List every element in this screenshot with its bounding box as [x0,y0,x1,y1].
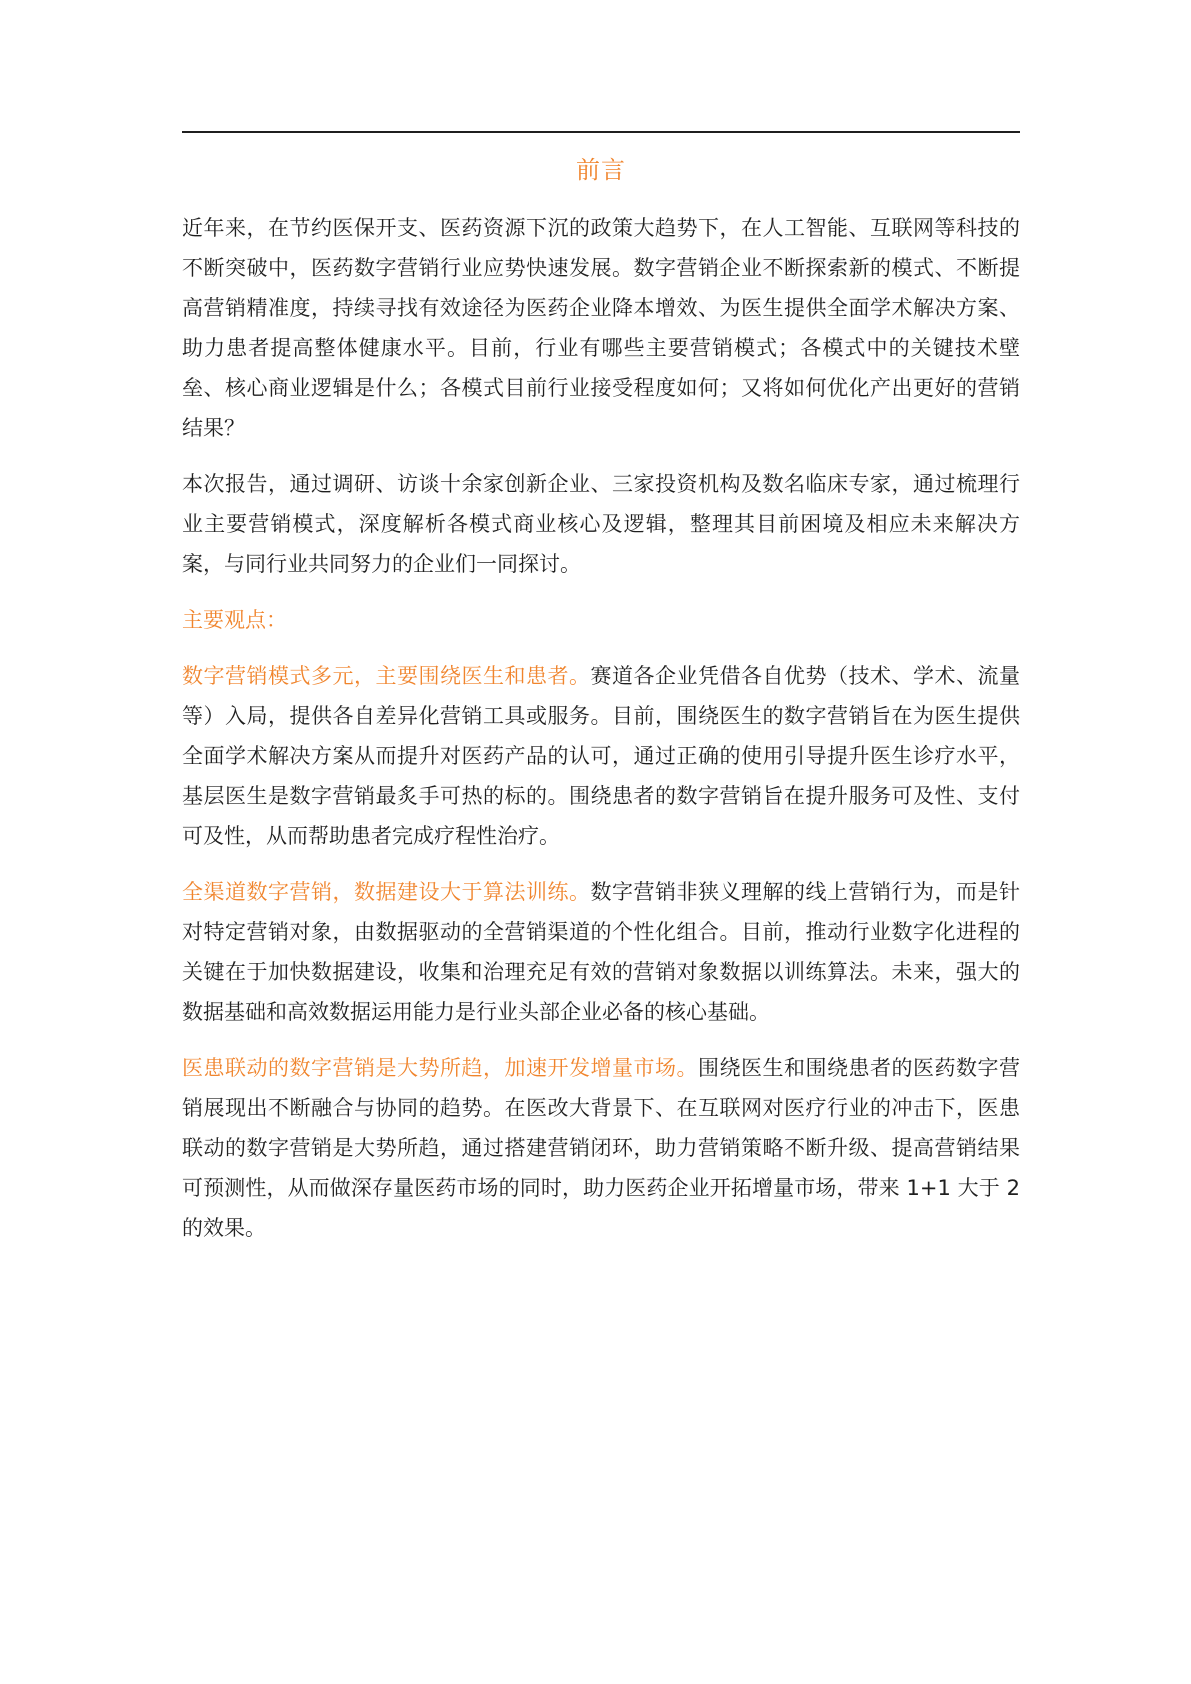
intro-paragraph: 本次报告，通过调研、访谈十余家创新企业、三家投资机构及数名临床专家，通过梳理行业主要营销模式，深度解析各模式商业核心及逻辑，整理其目前困境及相应未来解决方案，与同行业共同努力的企业们一同探讨。 [182,472,1020,576]
key-point [182,872,1020,1032]
page-title: 前言 [576,156,626,184]
key-point-lead: 全渠道数字营销，数据建设大于算法训练。 [182,880,591,904]
key-point-body: 围绕医生和围绕患者的医药数字营销展现出不断融合与协同的趋势。在医改大背景下、在互联网对医疗行业的冲击下，医患联动的数字营销是大势所趋，通过搭建营销闭环，助力营销策略不断升级、提高营销结果可预测性，从而做深存量医药市场的同时，助力医药企业开拓增量市场，带来 1+1 大于 2 的效果。 [182,1056,1020,1240]
points-heading: 主要观点： [182,608,287,632]
content-body [182,208,1020,1264]
intro-paragraph: 近年来，在节约医保开支、医药资源下沉的政策大趋势下，在人工智能、互联网等科技的不断突破中，医药数字营销行业应势快速发展。数字营销企业不断探索新的模式、不断提高营销精准度，持续寻找有效途径为医药企业降本增效、为医生提供全面学术解决方案、助力患者提高整体健康水平。目前，行业有哪些主要营销模式；各模式中的关键技术壁垒、核心商业逻辑是什么；各模式目前行业接受程度如何；又将如何优化产出更好的营销结果？ [182,216,1020,440]
key-point [182,656,1020,856]
key-point-body: 数字营销非狭义理解的线上营销行为，而是针对特定营销对象，由数据驱动的全营销渠道的个性化组合。目前，推动行业数字化进程的关键在于加快数据建设，收集和治理充足有效的营销对象数据以训练算法。未来，强大的数据基础和高效数据运用能力是行业头部企业必备的核心基础。 [182,880,1020,1024]
key-point-lead: 数字营销模式多元，主要围绕医生和患者。 [182,664,591,688]
key-point [182,1048,1020,1248]
key-point-lead: 医患联动的数字营销是大势所趋，加速开发增量市场。 [182,1056,698,1080]
key-point-body: 赛道各企业凭借各自优势（技术、学术、流量等）入局，提供各自差异化营销工具或服务。目前，围绕医生的数字营销旨在为医生提供全面学术解决方案从而提升对医药产品的认可，通过正确的使用引导提升医生诊疗水平，基层医生是数字营销最炙手可热的标的。围绕患者的数字营销旨在提升服务可及性、支付可及性，从而帮助患者完成疗程性治疗。 [182,664,1020,848]
header-rule [182,131,1020,133]
document-page [182,0,1020,1684]
